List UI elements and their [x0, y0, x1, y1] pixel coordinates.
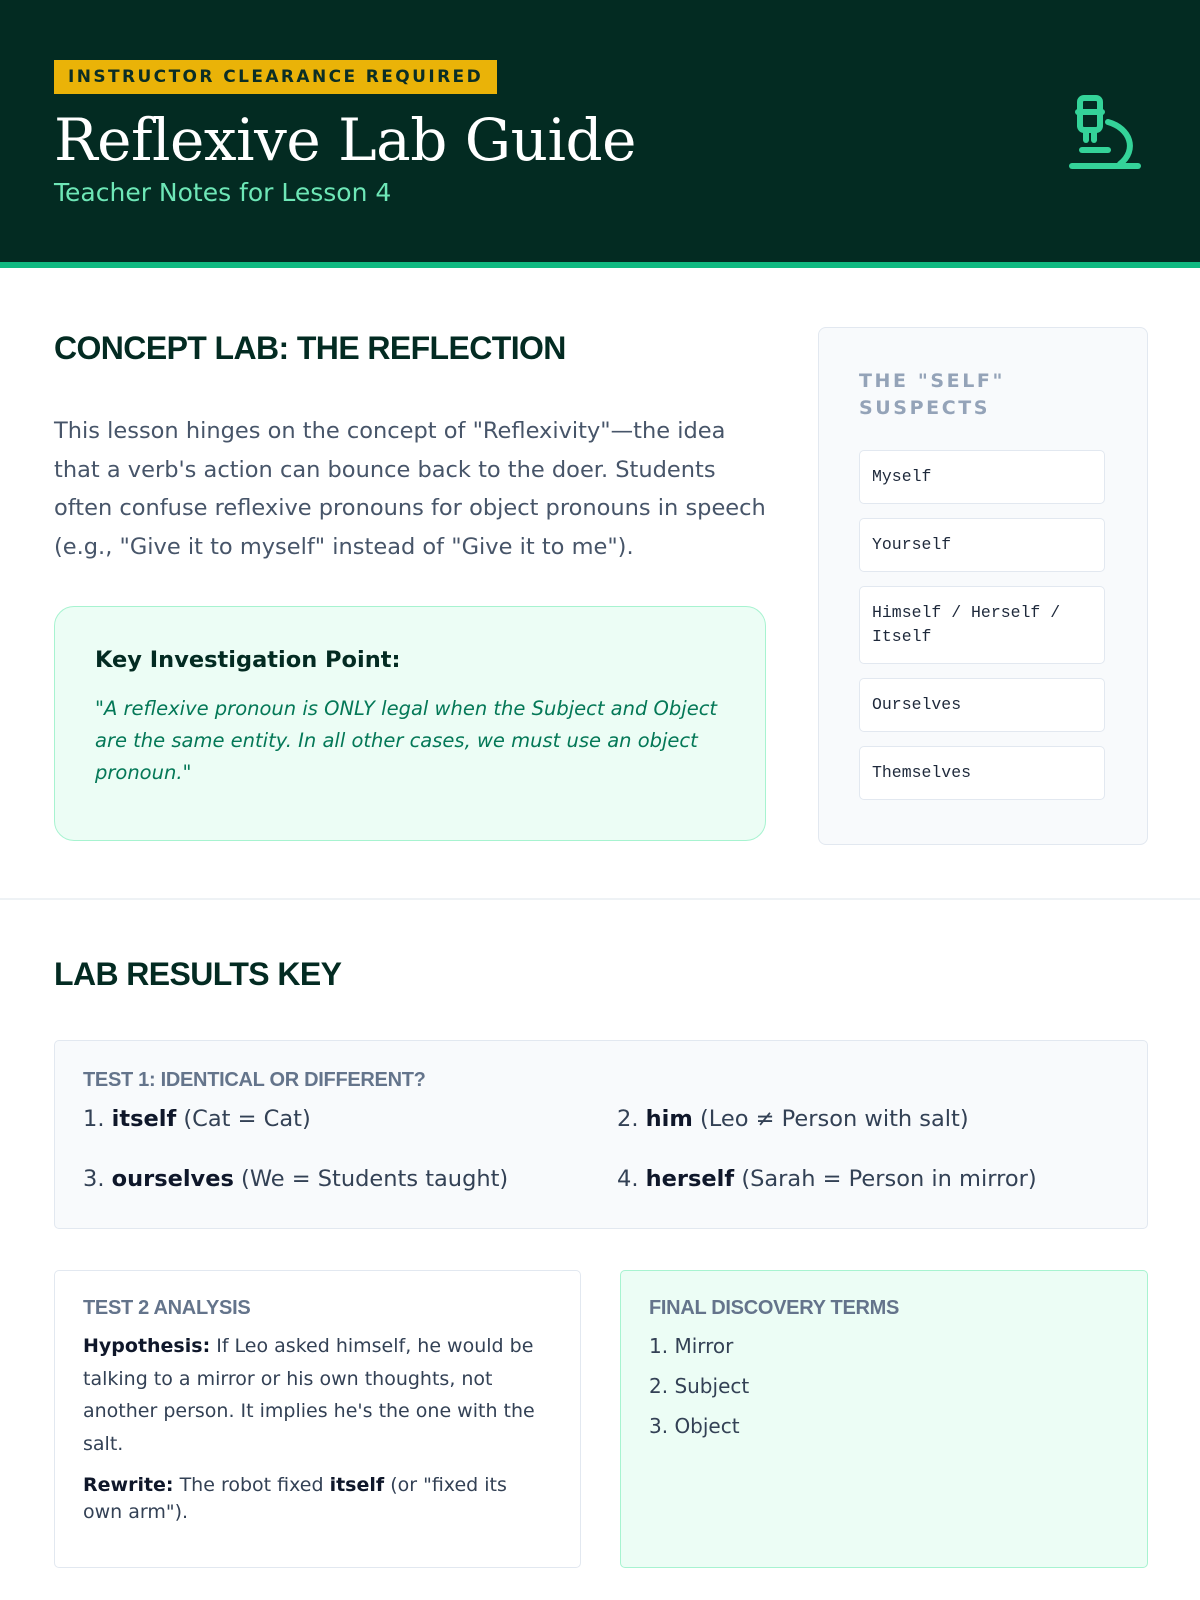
answer-note: (Leo ≠ Person with salt) [699, 1106, 969, 1132]
rewrite-text-end: (or "fixed its own arm"). [83, 1474, 507, 1523]
answer-word: ourselves [111, 1166, 234, 1192]
terms-list [649, 1326, 1119, 1446]
page-title: Reflexive Lab Guide [54, 106, 636, 174]
suspect-item: Ourselves [859, 678, 1105, 732]
answer-number: 2. [617, 1106, 639, 1132]
answer-note: (We = Students taught) [241, 1166, 509, 1192]
term-item: 3. Object [649, 1414, 740, 1438]
suspect-item: Themselves [859, 746, 1105, 800]
key-investigation-callout [54, 606, 766, 841]
answer-note: (Cat = Cat) [183, 1106, 311, 1132]
answer-number: 4. [617, 1166, 639, 1192]
test2-card [54, 1270, 581, 1568]
final-terms-card [620, 1270, 1148, 1568]
answer-word: itself [111, 1106, 177, 1132]
hypothesis-text: If Leo asked himself, he would be talking to a mirror or his own thoughts, not another person. It implies he's the one with the salt. [83, 1335, 535, 1455]
callout-title: Key Investigation Point: [95, 647, 401, 673]
answer-item [83, 1106, 311, 1132]
suspect-item: Yourself [859, 518, 1105, 572]
answer-item [83, 1166, 508, 1192]
suspect-item: Himself / Herself / Itself [859, 586, 1105, 664]
answer-note: (Sarah = Person in mirror) [741, 1166, 1037, 1192]
rewrite-paragraph [83, 1472, 552, 1526]
term-item: 2. Subject [649, 1374, 750, 1398]
page-header [0, 0, 1200, 268]
suspects-title: THE "SELF" SUSPECTS [859, 370, 1006, 419]
test2-label: TEST 2 ANALYSIS [83, 1297, 251, 1319]
rewrite-label: Rewrite: [83, 1474, 174, 1496]
microscope-icon [1068, 92, 1144, 174]
answer-word: him [645, 1106, 693, 1132]
concept-body: This lesson hinges on the concept of "Reflexivity"—the idea that a verb's action can bounce back to the doer. Students often confuse reflexive pronouns for object pronouns in speech (e.g., "Give it to myself" instead of "Give it to me"). [54, 418, 766, 560]
section-divider [0, 898, 1200, 900]
answer-number: 1. [83, 1106, 105, 1132]
answer-item [617, 1106, 969, 1132]
test1-label: TEST 1: IDENTICAL OR DIFFERENT? [83, 1069, 426, 1091]
answer-word: herself [645, 1166, 735, 1192]
term-item: 1. Mirror [649, 1334, 734, 1358]
suspect-item: Myself [859, 450, 1105, 504]
test1-answers [83, 1106, 1119, 1226]
rewrite-text: The robot fixed [179, 1474, 324, 1496]
final-terms-label: FINAL DISCOVERY TERMS [649, 1297, 900, 1319]
page-subtitle: Teacher Notes for Lesson 4 [54, 178, 392, 207]
hypothesis-paragraph [83, 1330, 552, 1460]
clearance-badge: INSTRUCTOR CLEARANCE REQUIRED [54, 60, 497, 94]
answer-number: 3. [83, 1166, 105, 1192]
self-suspects-panel [818, 327, 1148, 845]
test1-card [54, 1040, 1148, 1229]
results-section-title: LAB RESULTS KEY [54, 956, 342, 992]
answer-item [617, 1166, 1037, 1192]
hypothesis-label: Hypothesis: [83, 1335, 211, 1357]
callout-text: "A reflexive pronoun is ONLY legal when the Subject and Object are the same entity. In all other cases, we must use an object pronoun." [95, 697, 718, 784]
concept-section-title: CONCEPT LAB: THE REFLECTION [54, 330, 566, 366]
rewrite-emphasis: itself [329, 1474, 385, 1496]
